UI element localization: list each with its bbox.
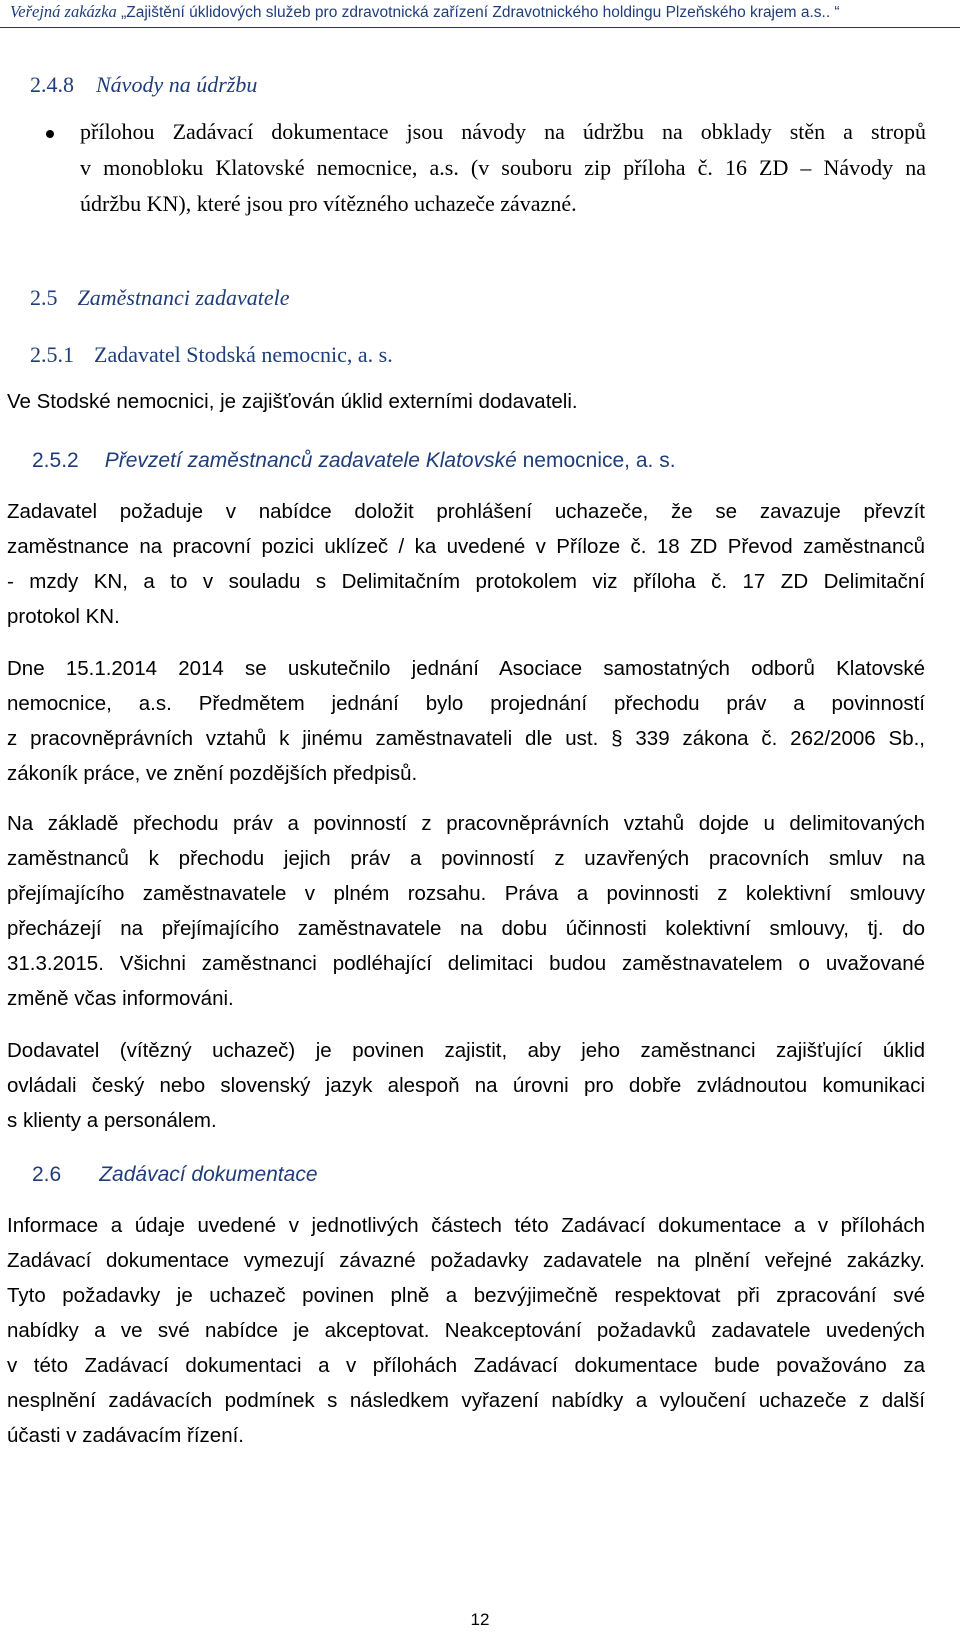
text-line: s klienty a personálem. <box>7 1109 217 1132</box>
section-number: 2.6 <box>32 1163 62 1186</box>
section-number: 2.4.8 <box>30 72 74 97</box>
text-line: nabídky a ve své nabídce je akceptovat. Neakceptování požadavků zadavatele uvedených <box>7 1319 925 1342</box>
paragraph-tender-documentation <box>7 1208 925 1453</box>
text-line: Zadavatel požaduje v nabídce doložit prohlášení uchazeče, že se zavazuje převzít <box>7 500 925 523</box>
text-line: Dodavatel (vítězný uchazeč) je povinen zajistit, aby jeho zaměstnanci zajišťující úklid <box>7 1039 925 1062</box>
text-line: nemocnice, a.s. Předmětem jednání bylo projednání přechodu práv a povinností <box>7 692 925 715</box>
text-line: 31.3.2015. Všichni zaměstnanci podléhající delimitaci budou zaměstnavatelem o uvažované <box>7 952 925 975</box>
page-number: 12 <box>470 1610 490 1629</box>
section-title: Zadávací dokumentace <box>99 1163 318 1186</box>
section-title-plain: nemocnice, a. s. <box>516 449 676 472</box>
paragraph-transfer-requirement <box>7 494 925 634</box>
text-line: přílohou Zadávací dokumentace jsou návody na údržbu na obklady stěn a stropů <box>80 119 926 144</box>
text-line: Informace a údaje uvedené v jednotlivých částech této Zadávací dokumentace a v přílohách <box>7 1214 925 1237</box>
section-2-4-8-heading <box>30 72 257 98</box>
section-2-6-heading <box>32 1163 318 1187</box>
text-line: nesplnění zadávacích podmínek s následkem vyřazení nabídky a vyloučení uchazeče z další <box>7 1389 925 1412</box>
text-line: Na základě přechodu práv a povinností z pracovněprávních vztahů dojde u delimitovaných <box>7 812 925 835</box>
section-title: Zaměstnanci zadavatele <box>77 285 290 310</box>
text-line: v monobloku Klatovské nemocnice, a.s. (v souboru zip příloha č. 16 ZD – Návody na <box>80 155 926 180</box>
paragraph-rights-transfer <box>7 806 925 1016</box>
text-line: Dne 15.1.2014 2014 se uskutečnilo jednání Asociace samostatných odborů Klatovské <box>7 657 925 680</box>
bullet-paragraph <box>80 114 926 222</box>
section-number: 2.5.1 <box>30 342 74 367</box>
paragraph-language <box>7 1033 925 1138</box>
header-divider <box>0 27 960 28</box>
section-2-5-1-text: Ve Stodské nemocnici, je zajišťován úklid externími dodavateli. <box>7 390 578 413</box>
text-line: protokol KN. <box>7 605 120 628</box>
section-2-5-1-heading <box>30 342 393 368</box>
bullet-icon <box>46 130 54 138</box>
text-line: Tyto požadavky je uchazeč povinen plně a bezvýjimečně respektovat při zpracování své <box>7 1284 925 1307</box>
section-title: Návody na údržbu <box>96 72 258 97</box>
text-line: zákoník práce, ve znění pozdějších předpisů. <box>7 762 418 785</box>
header-prefix: Veřejná zakázka <box>10 2 117 21</box>
text-line: v této Zadávací dokumentaci a v přílohách Zadávací dokumentace bude považováno za <box>7 1354 925 1377</box>
text-line: zaměstnance na pracovní pozici uklízeč / ka uvedené v Příloze č. 18 ZD Převod zaměstnanců <box>7 535 925 558</box>
section-number: 2.5.2 <box>32 449 79 472</box>
section-title-italic: Převzetí zaměstnanců zadavatele Klatovské <box>104 449 517 472</box>
text-line: změně včas informováni. <box>7 987 234 1010</box>
text-line: přecházejí na přejímajícího zaměstnavatele na dobu účinnosti kolektivní smlouvy, tj. do <box>7 917 925 940</box>
section-2-5-2-heading <box>32 449 676 473</box>
section-title: Zadavatel Stodská nemocnic, a. s. <box>94 342 393 367</box>
section-2-5-heading <box>30 285 290 311</box>
text-line: údržbu KN), které jsou pro vítězného uchazeče závazné. <box>80 191 577 216</box>
text-line: Zadávací dokumentace vymezují závazné požadavky zadavatele na plnění veřejné zakázky. <box>7 1249 925 1272</box>
section-number: 2.5 <box>30 285 58 310</box>
text-line: z pracovněprávních vztahů k jinému zaměstnavateli dle ust. § 339 zákona č. 262/2006 Sb., <box>7 727 925 750</box>
text-line: zaměstnanců k přechodu jejich práv a povinností z uzavřených pracovních smluv na <box>7 847 925 870</box>
paragraph-meeting <box>7 651 925 791</box>
text-line: účasti v zadávacím řízení. <box>7 1424 244 1447</box>
header-title: „Zajištění úklidových služeb pro zdravotnická zařízení Zdravotnického holdingu Plzeňského krajem a.s.. “ <box>116 4 840 21</box>
text-line: přejímajícího zaměstnavatele v plném rozsahu. Práva a povinnosti z kolektivní smlouvy <box>7 882 925 905</box>
text-line: ovládali český nebo slovenský jazyk alespoň na úrovni pro dobře zvládnoutou komunikaci <box>7 1074 925 1097</box>
text-line: - mzdy KN, a to v souladu s Delimitačním protokolem viz příloha č. 17 ZD Delimitační <box>7 570 925 593</box>
document-header <box>10 2 950 22</box>
